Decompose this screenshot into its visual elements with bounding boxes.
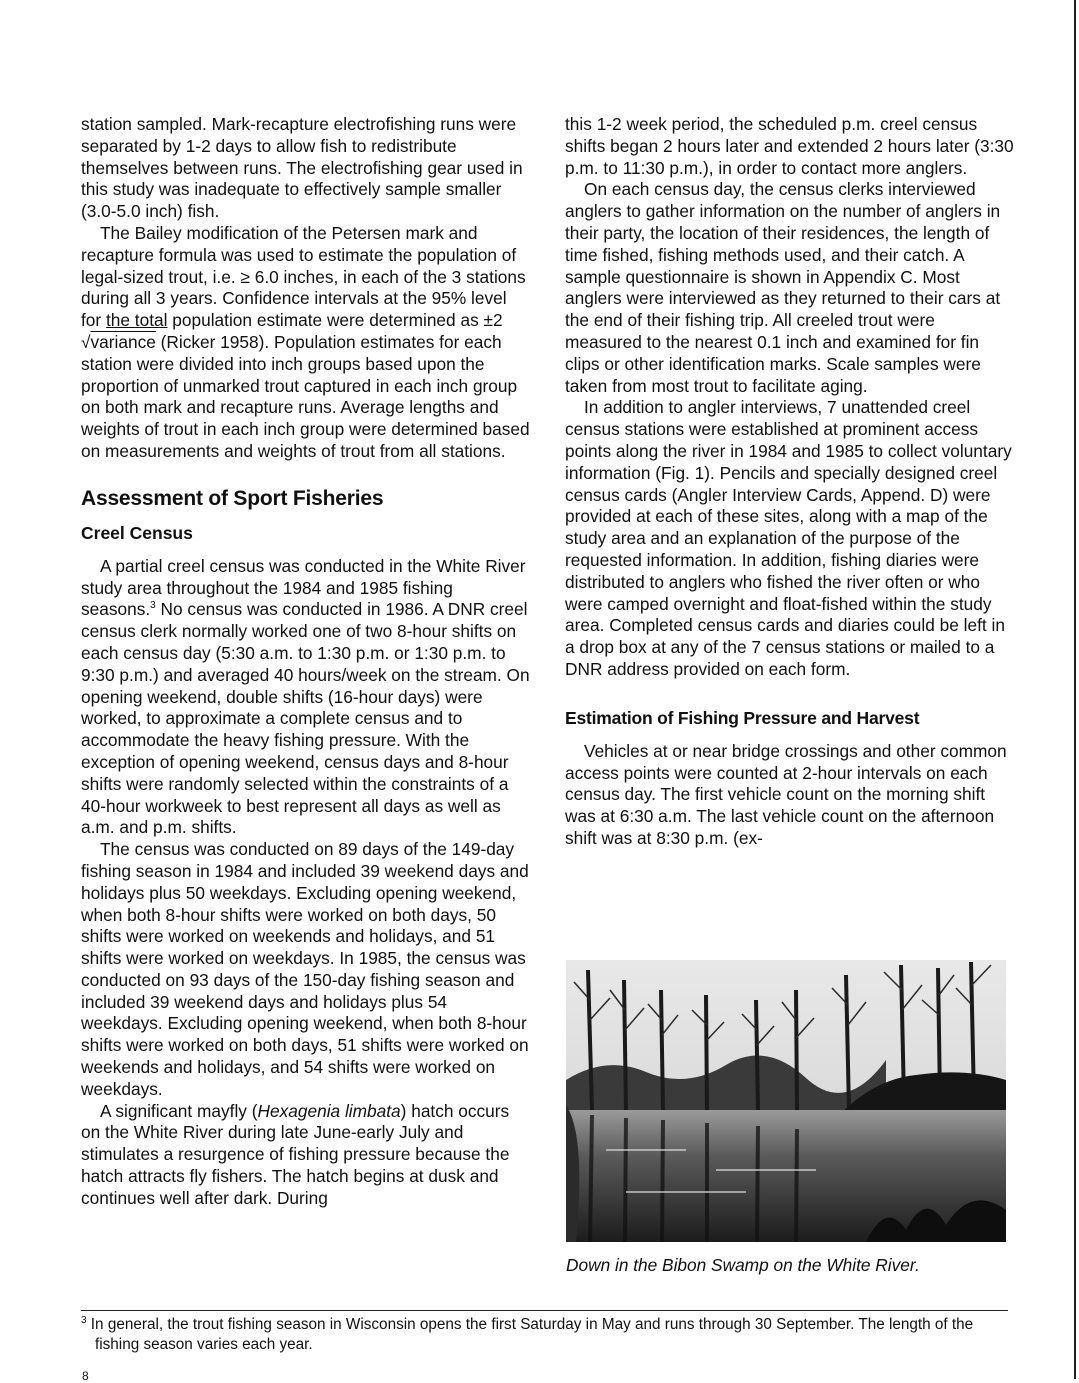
subheading-fishing-pressure: Estimation of Fishing Pressure and Harvest (565, 707, 920, 728)
paragraph: station sampled. Mark-recapture electrofishing runs were separated by 1-2 days to allow fish to redistribute themselves between runs. The electrofishing gear used in this study was inadequate to effectively sample smaller (3.0-5.0 inch) fish. (81, 114, 523, 222)
paragraph: Vehicles at or near bridge crossings and other common access points were counted at 2-hour intervals on each census day. The first vehicle count on the morning shift was at 6:30 a.m. The last vehicle count on the afternoon shift was at 8:30 p.m. (ex- (565, 740, 1007, 848)
footnote-divider (81, 1310, 1008, 1311)
paragraph: The census was conducted on 89 days of the 149-day fishing season in 1984 and included 39 weekend days and holidays plus 50 weekdays. Excluding opening weekend, when both 8-hour shifts were worked on both days, 50 shifts were worked on weekends and holidays, and 51 shifts were worked on weekdays. In 1985, the census was conducted on 93 days of the 150-day fishing season and included 39 weekend days and holidays plus 54 weekdays. Excluding opening weekend, when both 8-hour shifts were worked on both days, 51 shifts were worked on weekends and holidays, and 54 shifts were worked on weekdays. (81, 839, 529, 1099)
photo-caption: Down in the Bibon Swamp on the White River. (566, 1255, 920, 1275)
section-heading: Assessment of Sport Fisheries (81, 486, 384, 510)
footnote: $^3$ In general, the trout fishing season in Wisconsin opens the first Saturday in May and runs through 30 September. The length of the fishing season varies each year. (81, 1314, 974, 1353)
footnote-ref: 3 (150, 600, 156, 612)
footnote-marker: 3 (81, 1314, 87, 1326)
page-number: 8 (82, 1369, 89, 1383)
paragraph: A significant mayfly (Hexagenia limbata) hatch occurs on the White River during late June-early July and stimulates a resurgence of fishing pressure because the hatch attracts fly fishers. The hatch begins at dusk and continues well after dark. During (81, 1100, 510, 1208)
subheading-creel-census: Creel Census (81, 522, 193, 543)
paragraph: In addition to angler interviews, 7 unattended creel census stations were established at prominent access points along the river in 1984 and 1985 to collect voluntary information (Fig. 1). Pencils and specially designed creel census cards (Angler Interview Cards, Append. D) were provided at each of these sites, along with a map of the study area and an explanation of the purpose of the requested information. In addition, fishing diaries were distributed to anglers who fished the river often or who were camped overnight and float-fished within the study area. Completed census cards and diaries could be left in a drop box at any of the 7 census stations or mailed to a DNR address provided on each form. (565, 397, 1012, 679)
paragraph: The Bailey modification of the Petersen mark and recapture formula was used to estimate the population of legal-sized trout, i.e. ≥ 6.0 inches, in each of the 3 stations during all 3 years. Confidence intervals at the 95% level for the total population estimate were determined as ±2 √variance (Ricker 1958). Population estimates for each station were divided into inch groups based upon the proportion of unmarked trout captured in each inch group on both mark and recapture runs. Average lengths and weights of trout in each inch group were determined based on measurements and weights of trout from all stations. (81, 222, 530, 461)
paragraph: this 1-2 week period, the scheduled p.m. creel census shifts began 2 hours later and extended 2 hours later (3:30 p.m. to 11:30 p.m.), in order to contact more anglers. (565, 114, 1014, 178)
page-edge-rule (1074, 0, 1076, 1379)
right-column (565, 114, 1015, 850)
paragraph: A partial creel census was conducted in the White River study area throughout the 1984 and 1985 fishing seasons.$^3$ No census was conducted in 1986. A DNR creel census clerk normally worked one of two 8-hour shifts on each census day (5:30 a.m. to 1:30 p.m. or 1:30 p.m. to 9:30 p.m.) and averaged 40 hours/week on the stream. On opening weekend, double shifts (16-hour days) were worked, to approximate a complete census and to accommodate the heavy fishing pressure. With the exception of opening weekend, census days and 8-hour shifts were randomly selected within the constraints of a 40-hour workweek to best represent all days as well as a.m. and p.m. shifts. (81, 555, 530, 838)
left-column (81, 114, 531, 1210)
river-swamp-photo (566, 960, 1006, 1242)
paragraph: On each census day, the census clerks interviewed anglers to gather information on the number of anglers in their party, the location of their residences, the length of time fished, fishing methods used, and their catch. A sample questionnaire is shown in Appendix C. Most anglers were interviewed as they returned to their cars at the end of their fishing trip. All creeled trout were measured to the nearest 0.1 inch and examined for fin clips or other identification marks. Scale samples were taken from most trout to facilitate aging. (565, 179, 1001, 396)
